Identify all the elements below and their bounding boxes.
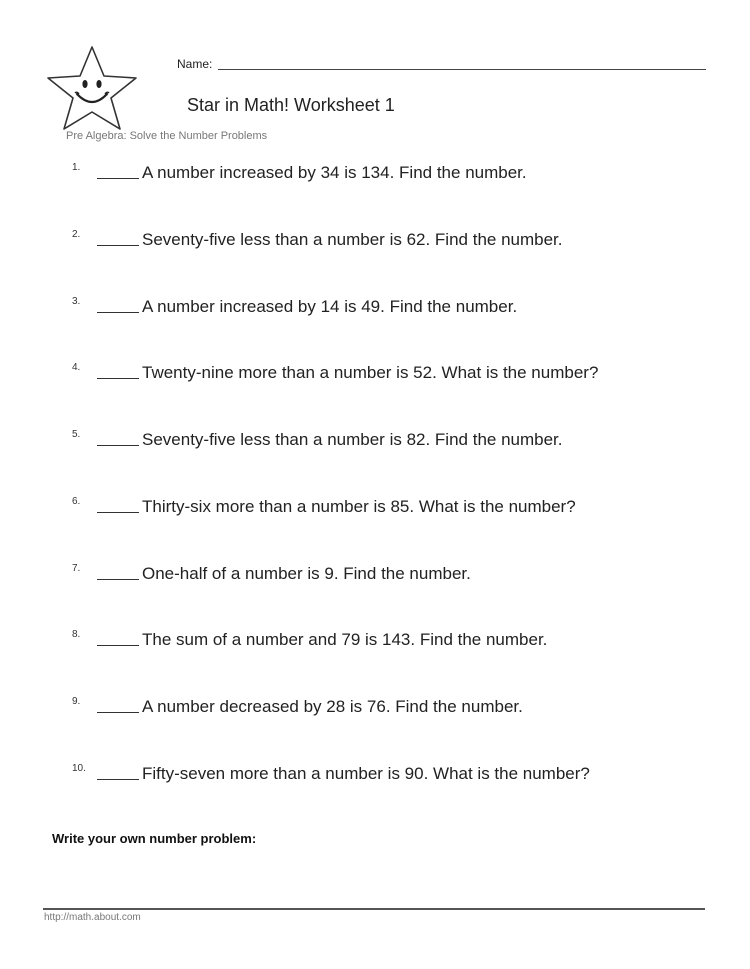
answer-blank[interactable]	[97, 312, 139, 313]
footer-url: http://math.about.com	[44, 912, 141, 923]
smiling-star-icon	[44, 44, 140, 132]
problem-text: Twenty-nine more than a number is 52. What is the number?	[142, 363, 599, 382]
problem-number: 9.	[72, 696, 81, 707]
problem-number: 10.	[72, 763, 86, 774]
worksheet-title: Star in Math! Worksheet 1	[187, 95, 395, 115]
problem-number: 5.	[72, 429, 81, 440]
footer-divider	[43, 908, 705, 910]
problem-text: A number increased by 34 is 134. Find the number.	[142, 163, 527, 182]
problem-text: The sum of a number and 79 is 143. Find the number.	[142, 630, 548, 649]
answer-blank[interactable]	[97, 579, 139, 580]
worksheet-subtitle: Pre Algebra: Solve the Number Problems	[66, 130, 268, 142]
problem-text: One-half of a number is 9. Find the number.	[142, 564, 471, 583]
answer-blank[interactable]	[97, 779, 139, 780]
problem-number: 1.	[72, 162, 81, 173]
answer-blank[interactable]	[97, 245, 139, 246]
problem-text: A number increased by 14 is 49. Find the number.	[142, 297, 518, 316]
problem-number: 4.	[72, 362, 81, 373]
answer-blank[interactable]	[97, 378, 139, 379]
problem-text: A number decreased by 28 is 76. Find the number.	[142, 697, 523, 716]
name-field-line[interactable]	[218, 69, 706, 70]
problem-text: Fifty-seven more than a number is 90. What is the number?	[142, 764, 590, 783]
problem-number: 7.	[72, 563, 81, 574]
answer-blank[interactable]	[97, 512, 139, 513]
name-label: Name:	[177, 57, 213, 71]
problem-number: 3.	[72, 296, 81, 307]
problem-number: 2.	[72, 229, 81, 240]
problem-text: Thirty-six more than a number is 85. What is the number?	[142, 497, 576, 516]
problem-text: Seventy-five less than a number is 62. Find the number.	[142, 230, 563, 249]
answer-blank[interactable]	[97, 178, 139, 179]
answer-blank[interactable]	[97, 712, 139, 713]
own-problem-label: Write your own number problem:	[52, 831, 257, 846]
problem-number: 6.	[72, 496, 81, 507]
answer-blank[interactable]	[97, 645, 139, 646]
problem-text: Seventy-five less than a number is 82. Find the number.	[142, 430, 563, 449]
answer-blank[interactable]	[97, 445, 139, 446]
problem-number: 8.	[72, 629, 81, 640]
